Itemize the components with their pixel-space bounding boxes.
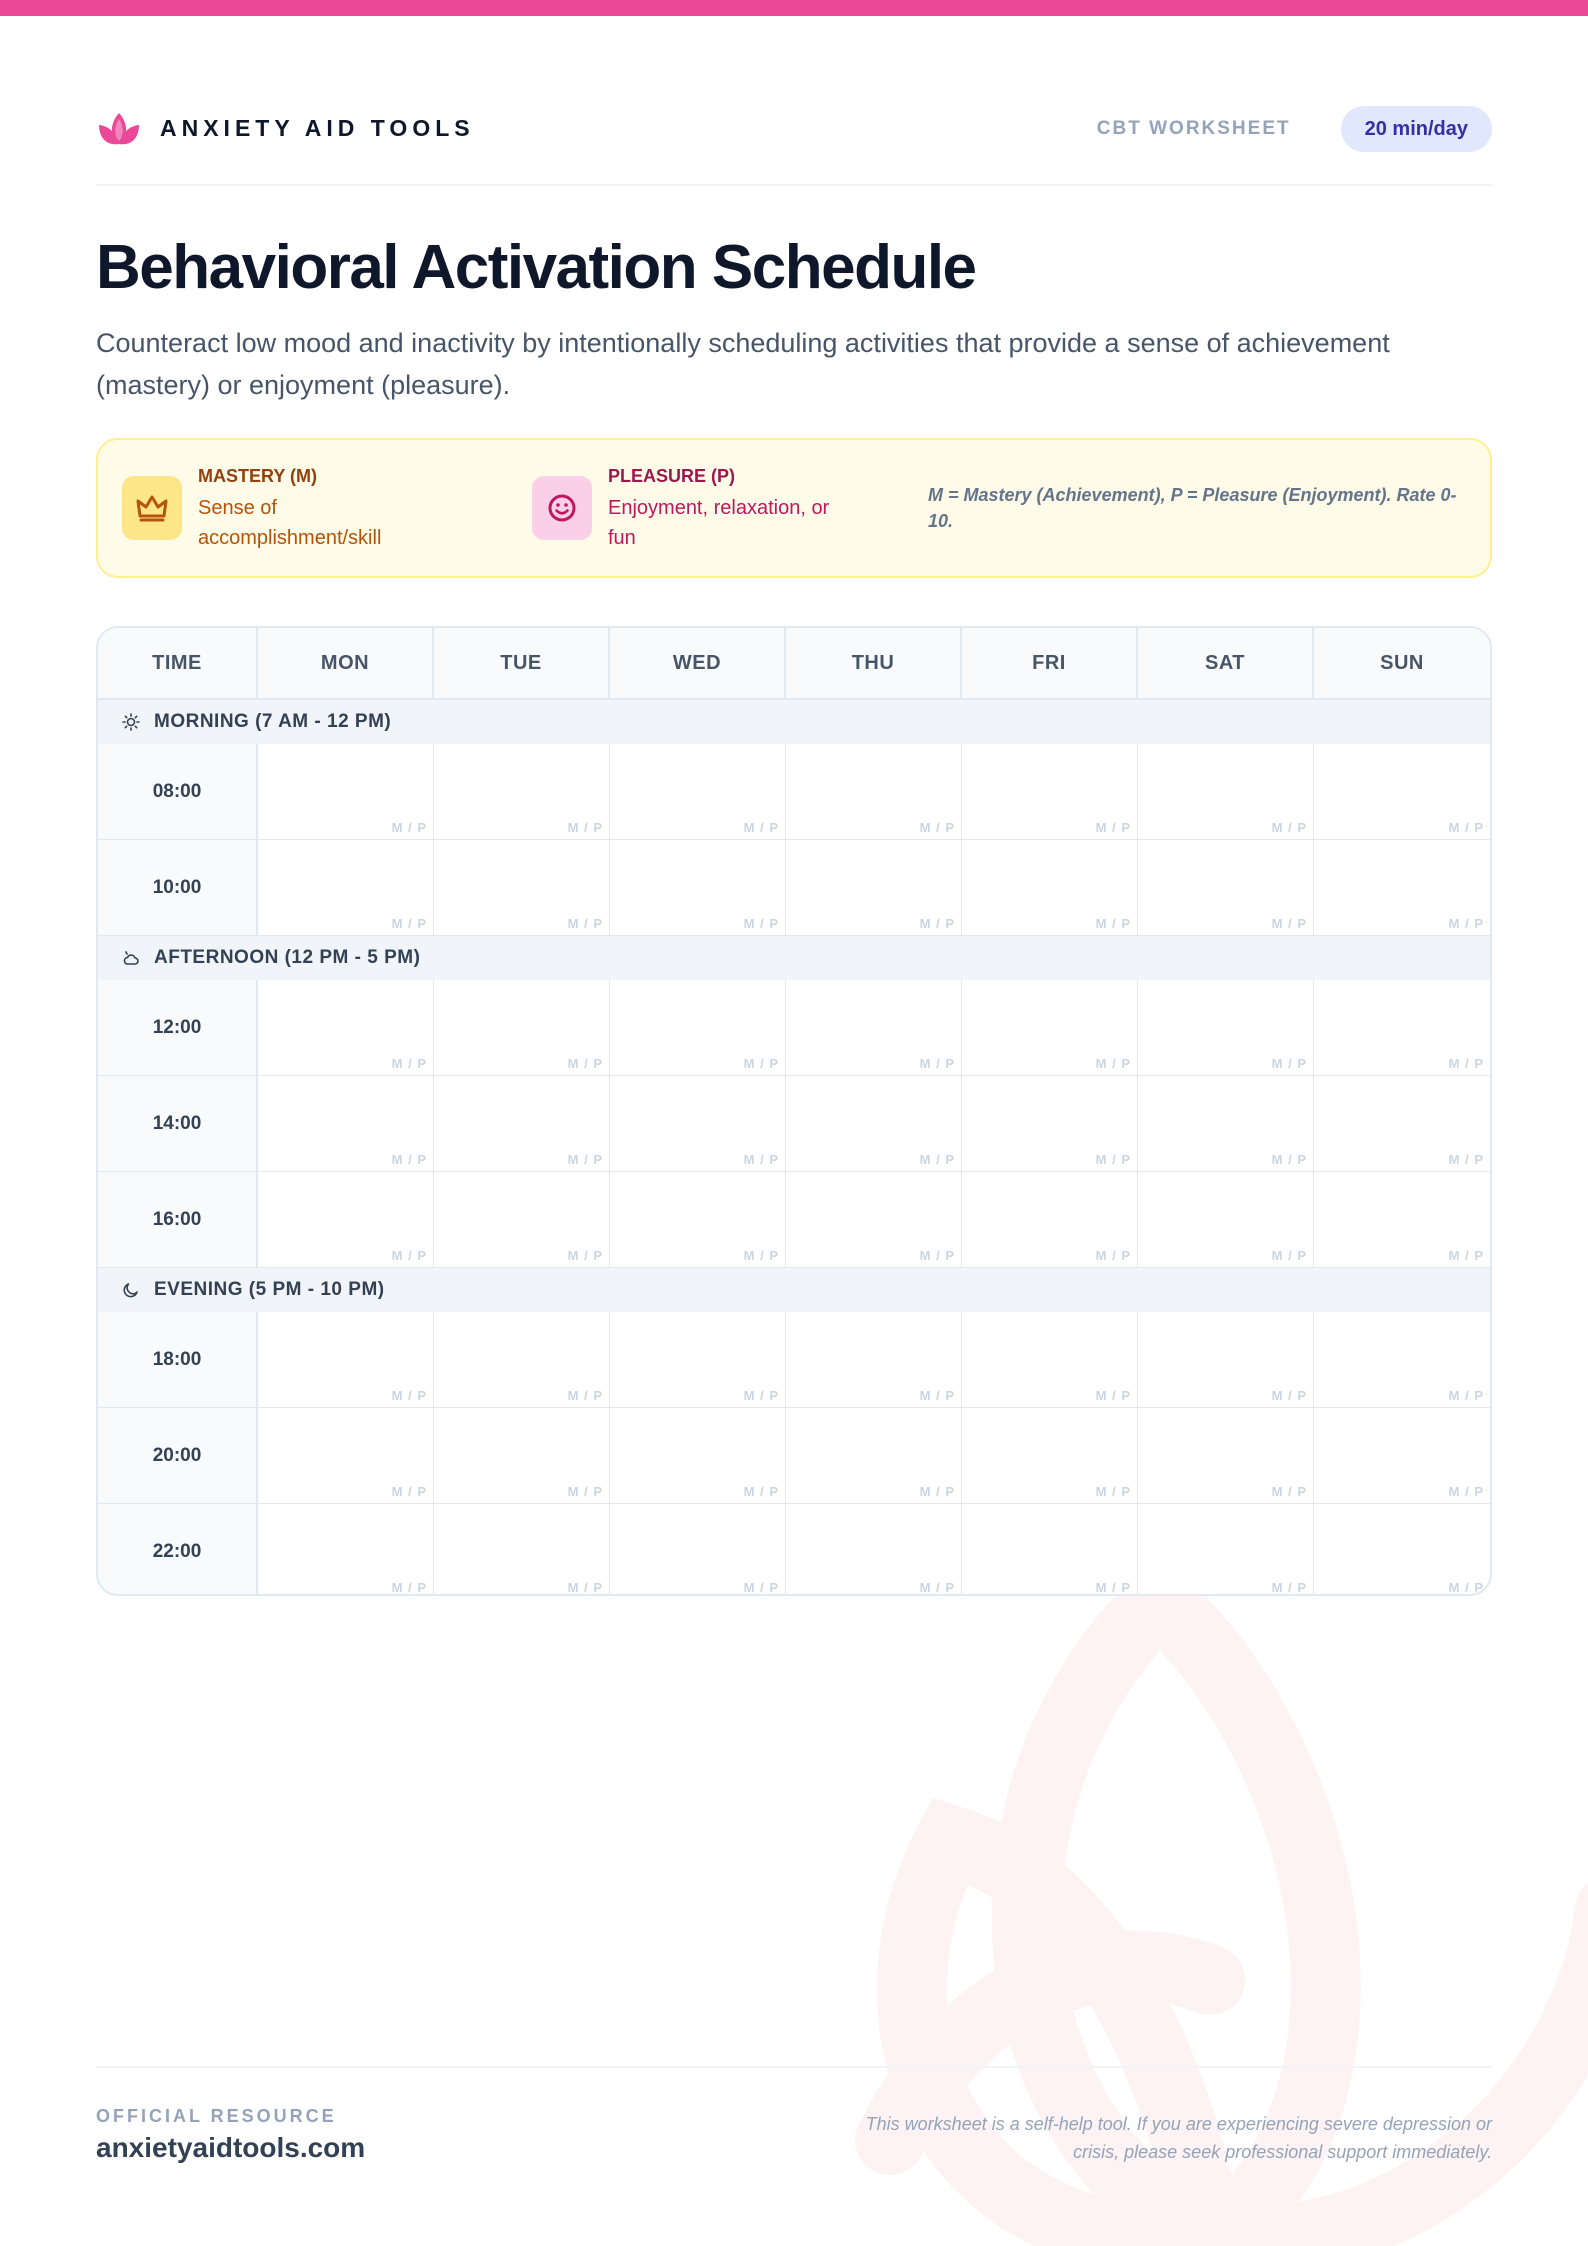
mastery-pleasure-rating-hint: M / P bbox=[1448, 1248, 1484, 1263]
activity-cell-wed[interactable] bbox=[610, 980, 786, 1075]
mastery-pleasure-rating-hint: M / P bbox=[743, 916, 779, 931]
mastery-pleasure-rating-hint: M / P bbox=[391, 1056, 427, 1071]
schedule-body bbox=[98, 700, 1490, 1596]
mastery-pleasure-rating-hint: M / P bbox=[743, 1152, 779, 1167]
activity-cell-tue[interactable] bbox=[434, 1408, 610, 1503]
mastery-pleasure-rating-hint: M / P bbox=[391, 820, 427, 835]
mastery-pleasure-rating-hint: M / P bbox=[567, 1484, 603, 1499]
mastery-pleasure-rating-hint: M / P bbox=[1271, 1056, 1307, 1071]
activity-cell-thu[interactable] bbox=[786, 980, 962, 1075]
mastery-pleasure-rating-hint: M / P bbox=[1448, 1152, 1484, 1167]
time-slot-label: 18:00 bbox=[98, 1312, 258, 1407]
activity-cell-sun[interactable] bbox=[1314, 1076, 1490, 1171]
activity-cell-mon[interactable] bbox=[258, 1408, 434, 1503]
column-header-sat: SAT bbox=[1138, 628, 1314, 698]
legend-pleasure bbox=[532, 466, 848, 553]
activity-cell-sat[interactable] bbox=[1138, 1076, 1314, 1171]
activity-cell-sun[interactable] bbox=[1314, 1408, 1490, 1503]
activity-cell-tue[interactable] bbox=[434, 980, 610, 1075]
mastery-pleasure-rating-hint: M / P bbox=[567, 916, 603, 931]
time-slot-row bbox=[98, 980, 1490, 1076]
mastery-pleasure-rating-hint: M / P bbox=[919, 1152, 955, 1167]
mastery-pleasure-rating-hint: M / P bbox=[1448, 820, 1484, 835]
section-label: AFTERNOON (12 PM - 5 PM) bbox=[154, 947, 421, 968]
mastery-pleasure-rating-hint: M / P bbox=[1448, 916, 1484, 931]
time-slot-row bbox=[98, 1504, 1490, 1596]
mastery-pleasure-rating-hint: M / P bbox=[391, 1484, 427, 1499]
footer-disclaimer: This worksheet is a self-help tool. If you are experiencing severe depression or crisis, please seek professional support immediately. bbox=[865, 2114, 1492, 2162]
mastery-pleasure-rating-hint: M / P bbox=[567, 820, 603, 835]
time-slot-label: 08:00 bbox=[98, 744, 258, 839]
time-slot-label: 12:00 bbox=[98, 980, 258, 1075]
column-header-sun: SUN bbox=[1380, 651, 1424, 674]
cloud-sun-icon bbox=[122, 949, 140, 967]
mastery-pleasure-rating-hint: M / P bbox=[743, 1484, 779, 1499]
mastery-pleasure-rating-hint: M / P bbox=[567, 1152, 603, 1167]
activity-cell-fri[interactable] bbox=[962, 1504, 1138, 1596]
activity-cell-thu[interactable] bbox=[786, 1172, 962, 1267]
activity-cell-thu[interactable] bbox=[786, 840, 962, 935]
activity-cell-thu[interactable] bbox=[786, 1408, 962, 1503]
activity-cell-sat[interactable] bbox=[1138, 744, 1314, 839]
activity-cell-thu[interactable] bbox=[786, 1076, 962, 1171]
activity-cell-fri[interactable] bbox=[962, 1076, 1138, 1171]
activity-cell-mon[interactable] bbox=[258, 1076, 434, 1171]
schedule-header-row bbox=[98, 628, 1490, 700]
mastery-pleasure-rating-hint: M / P bbox=[919, 1388, 955, 1403]
activity-cell-wed[interactable] bbox=[610, 1408, 786, 1503]
mastery-pleasure-rating-hint: M / P bbox=[1095, 820, 1131, 835]
legend-mastery-heading: MASTERY (M) bbox=[198, 466, 317, 486]
activity-cell-thu[interactable] bbox=[786, 1504, 962, 1596]
activity-cell-sun[interactable] bbox=[1314, 1172, 1490, 1267]
mastery-pleasure-rating-hint: M / P bbox=[1448, 1388, 1484, 1403]
section-header-row bbox=[98, 1268, 1490, 1312]
time-slot-label: 20:00 bbox=[98, 1408, 258, 1503]
activity-cell-sat[interactable] bbox=[1138, 1504, 1314, 1596]
mastery-pleasure-rating-hint: M / P bbox=[1095, 916, 1131, 931]
activity-cell-thu[interactable] bbox=[786, 744, 962, 839]
mastery-pleasure-rating-hint: M / P bbox=[567, 1248, 603, 1263]
mastery-pleasure-rating-hint: M / P bbox=[391, 1248, 427, 1263]
activity-cell-thu[interactable] bbox=[786, 1312, 962, 1407]
activity-cell-tue[interactable] bbox=[434, 840, 610, 935]
mastery-pleasure-rating-hint: M / P bbox=[567, 1580, 603, 1595]
activity-cell-wed[interactable] bbox=[610, 1076, 786, 1171]
mastery-pleasure-rating-hint: M / P bbox=[1271, 1484, 1307, 1499]
mastery-pleasure-rating-hint: M / P bbox=[919, 820, 955, 835]
activity-cell-fri[interactable] bbox=[962, 1172, 1138, 1267]
activity-cell-tue[interactable] bbox=[434, 1172, 610, 1267]
activity-cell-sat[interactable] bbox=[1138, 1312, 1314, 1407]
activity-cell-mon[interactable] bbox=[258, 1312, 434, 1407]
activity-cell-sat[interactable] bbox=[1138, 1408, 1314, 1503]
activity-cell-sun[interactable] bbox=[1314, 1312, 1490, 1407]
time-slot-label: 14:00 bbox=[98, 1076, 258, 1171]
footer-label: OFFICIAL RESOURCE bbox=[96, 2106, 337, 2126]
worksheet-type-label: CBT WORKSHEET bbox=[1096, 118, 1291, 139]
time-slot-row bbox=[98, 1076, 1490, 1172]
mastery-pleasure-rating-hint: M / P bbox=[1271, 916, 1307, 931]
activity-cell-wed[interactable] bbox=[610, 1172, 786, 1267]
mastery-pleasure-rating-hint: M / P bbox=[919, 1248, 955, 1263]
mastery-pleasure-rating-hint: M / P bbox=[1448, 1580, 1484, 1595]
mastery-pleasure-rating-hint: M / P bbox=[1271, 1580, 1307, 1595]
activity-schedule-table bbox=[96, 626, 1492, 1596]
activity-cell-wed[interactable] bbox=[610, 1312, 786, 1407]
brand bbox=[96, 108, 475, 148]
activity-cell-mon[interactable] bbox=[258, 1504, 434, 1596]
mastery-pleasure-rating-hint: M / P bbox=[1095, 1484, 1131, 1499]
section-label: MORNING (7 AM - 12 PM) bbox=[154, 711, 392, 732]
activity-cell-sun[interactable] bbox=[1314, 744, 1490, 839]
activity-cell-sat[interactable] bbox=[1138, 840, 1314, 935]
activity-cell-tue[interactable] bbox=[434, 1312, 610, 1407]
brand-name: ANXIETY AID TOOLS bbox=[160, 114, 475, 141]
activity-cell-wed[interactable] bbox=[610, 744, 786, 839]
mastery-pleasure-rating-hint: M / P bbox=[743, 1056, 779, 1071]
crown-icon bbox=[122, 476, 182, 540]
mastery-pleasure-rating-hint: M / P bbox=[1095, 1248, 1131, 1263]
header-meta bbox=[1097, 106, 1492, 152]
column-header-wed: WED bbox=[610, 628, 786, 698]
lotus-icon bbox=[96, 108, 142, 148]
legend-pleasure-heading: PLEASURE (P) bbox=[608, 466, 736, 486]
mastery-pleasure-rating-hint: M / P bbox=[1271, 1388, 1307, 1403]
mastery-pleasure-rating-hint: M / P bbox=[1095, 1580, 1131, 1595]
column-header-fri: FRI bbox=[962, 628, 1138, 698]
mastery-pleasure-rating-hint: M / P bbox=[919, 1056, 955, 1071]
column-header-tue: TUE bbox=[434, 628, 610, 698]
mastery-pleasure-rating-hint: M / P bbox=[743, 1388, 779, 1403]
activity-cell-fri[interactable] bbox=[962, 980, 1138, 1075]
activity-cell-sat[interactable] bbox=[1138, 1172, 1314, 1267]
moon-icon bbox=[122, 1281, 140, 1299]
activity-cell-mon[interactable] bbox=[258, 1172, 434, 1267]
activity-cell-mon[interactable] bbox=[258, 840, 434, 935]
mastery-pleasure-rating-hint: M / P bbox=[919, 1580, 955, 1595]
mastery-pleasure-rating-hint: M / P bbox=[1095, 1056, 1131, 1071]
mastery-pleasure-rating-hint: M / P bbox=[1271, 820, 1307, 835]
worksheet-page bbox=[96, 0, 1492, 2246]
mastery-pleasure-rating-hint: M / P bbox=[919, 916, 955, 931]
rating-legend bbox=[96, 438, 1492, 578]
time-slot-row bbox=[98, 1172, 1490, 1268]
mastery-pleasure-rating-hint: M / P bbox=[743, 820, 779, 835]
mastery-pleasure-rating-hint: M / P bbox=[1271, 1248, 1307, 1263]
time-slot-label: 22:00 bbox=[98, 1504, 258, 1596]
page-footer bbox=[96, 2066, 1492, 2166]
legend-pleasure-description: Enjoyment, relaxation, or fun bbox=[608, 497, 830, 549]
time-slot-row bbox=[98, 744, 1490, 840]
activity-cell-wed[interactable] bbox=[610, 1504, 786, 1596]
activity-cell-tue[interactable] bbox=[434, 1504, 610, 1596]
page-header bbox=[96, 100, 1492, 186]
mastery-pleasure-rating-hint: M / P bbox=[743, 1248, 779, 1263]
legend-mastery bbox=[122, 466, 438, 553]
page-subtitle: Counteract low mood and inactivity by intentionally scheduling activities that provide a sense of achievement (mastery) or enjoyment (pleasure). bbox=[96, 328, 1390, 400]
mastery-pleasure-rating-hint: M / P bbox=[1271, 1152, 1307, 1167]
mastery-pleasure-rating-hint: M / P bbox=[1448, 1056, 1484, 1071]
mastery-pleasure-rating-hint: M / P bbox=[1448, 1484, 1484, 1499]
mastery-pleasure-rating-hint: M / P bbox=[567, 1388, 603, 1403]
time-slot-row bbox=[98, 840, 1490, 936]
page-title: Behavioral Activation Schedule bbox=[96, 233, 976, 302]
time-slot-row bbox=[98, 1408, 1490, 1504]
activity-cell-tue[interactable] bbox=[434, 744, 610, 839]
activity-cell-sun[interactable] bbox=[1314, 1504, 1490, 1596]
mastery-pleasure-rating-hint: M / P bbox=[391, 1388, 427, 1403]
activity-cell-sun[interactable] bbox=[1314, 980, 1490, 1075]
mastery-pleasure-rating-hint: M / P bbox=[567, 1056, 603, 1071]
legend-rating-note: M = Mastery (Achievement), P = Pleasure (Enjoyment). Rate 0-10. bbox=[928, 485, 1457, 531]
activity-cell-fri[interactable] bbox=[962, 1312, 1138, 1407]
section-label: EVENING (5 PM - 10 PM) bbox=[154, 1279, 385, 1300]
section-header-row bbox=[98, 700, 1490, 744]
mastery-pleasure-rating-hint: M / P bbox=[391, 1580, 427, 1595]
activity-cell-fri[interactable] bbox=[962, 840, 1138, 935]
mastery-pleasure-rating-hint: M / P bbox=[1095, 1152, 1131, 1167]
activity-cell-mon[interactable] bbox=[258, 744, 434, 839]
footer-website: anxietyaidtools.com bbox=[96, 2132, 366, 2163]
activity-cell-fri[interactable] bbox=[962, 1408, 1138, 1503]
mastery-pleasure-rating-hint: M / P bbox=[919, 1484, 955, 1499]
smiley-icon bbox=[532, 476, 592, 540]
activity-cell-tue[interactable] bbox=[434, 1076, 610, 1171]
mastery-pleasure-rating-hint: M / P bbox=[391, 1152, 427, 1167]
time-slot-label: 10:00 bbox=[98, 840, 258, 935]
mastery-pleasure-rating-hint: M / P bbox=[743, 1580, 779, 1595]
activity-cell-fri[interactable] bbox=[962, 744, 1138, 839]
activity-cell-sun[interactable] bbox=[1314, 840, 1490, 935]
mastery-pleasure-rating-hint: M / P bbox=[391, 916, 427, 931]
section-header-row bbox=[98, 936, 1490, 980]
column-header-mon: MON bbox=[258, 628, 434, 698]
time-badge: 20 min/day bbox=[1341, 106, 1492, 152]
activity-cell-sat[interactable] bbox=[1138, 980, 1314, 1075]
column-header-thu: THU bbox=[786, 628, 962, 698]
time-slot-label: 16:00 bbox=[98, 1172, 258, 1267]
activity-cell-mon[interactable] bbox=[258, 980, 434, 1075]
legend-mastery-description: Sense of accomplishment/skill bbox=[198, 497, 382, 549]
activity-cell-wed[interactable] bbox=[610, 840, 786, 935]
column-header-time: TIME bbox=[98, 628, 258, 698]
time-slot-row bbox=[98, 1312, 1490, 1408]
mastery-pleasure-rating-hint: M / P bbox=[1095, 1388, 1131, 1403]
sun-icon bbox=[122, 713, 140, 731]
